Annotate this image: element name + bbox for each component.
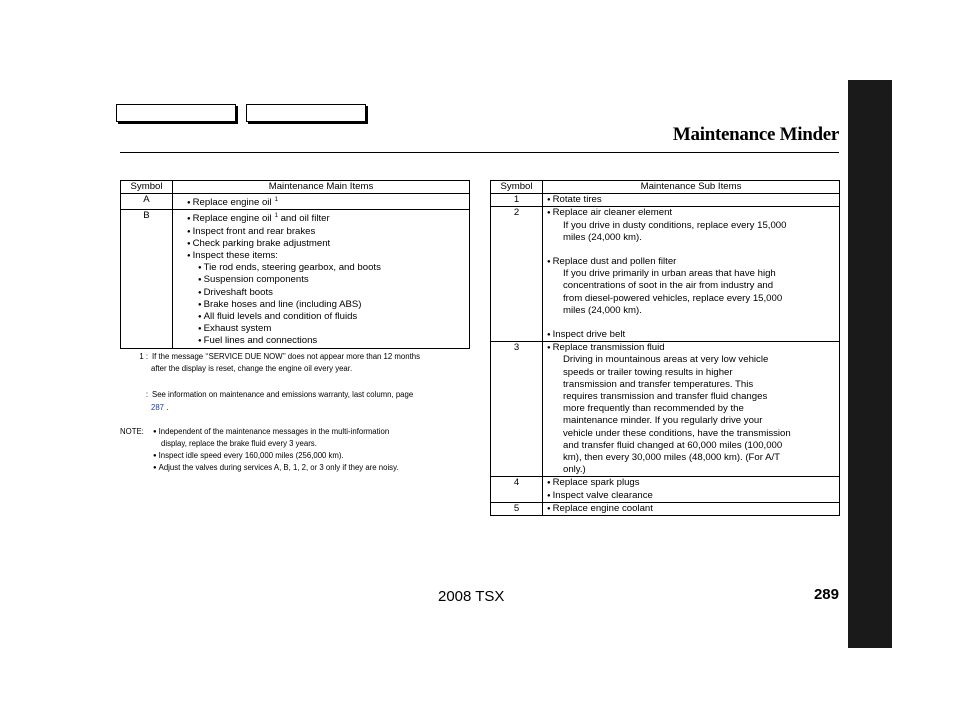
list-item: ● Replace engine oil $^1$ and oil filter xyxy=(177,210,465,225)
sub-list-item: ● Exhaust system xyxy=(177,323,465,335)
list-item: ● Inspect front and rear brakes xyxy=(177,226,465,238)
list-item: ● Inspect drive belt xyxy=(547,329,835,341)
column-header-main-items: Maintenance Main Items xyxy=(173,181,470,194)
note-label: NOTE: xyxy=(120,426,144,436)
row-symbol: 5 xyxy=(491,502,543,515)
sub-list-item: ● Brake hoses and line (including ABS) xyxy=(177,299,465,311)
main-items-table xyxy=(120,180,470,349)
row-symbol: A xyxy=(121,194,173,210)
sub-list-item: ● Tie rod ends, steering gearbox, and boots xyxy=(177,262,465,274)
item-detail: requires transmission and transfer fluid changes xyxy=(563,391,768,403)
table-row xyxy=(121,194,470,210)
list-item: ● Check parking brake adjustment xyxy=(177,238,465,250)
list-item: ● Replace transmission fluid xyxy=(547,342,835,354)
sub-list-item: ● Suspension components xyxy=(177,274,465,286)
page-link[interactable]: 287 xyxy=(151,402,165,412)
page-title: Maintenance Minder xyxy=(672,124,839,145)
footnote-1: 1 : If the message ‘‘SERVICE DUE NOW’’ does not appear more than 12 months xyxy=(139,352,420,361)
list-item: ● Replace dust and pollen filter xyxy=(547,256,835,268)
item-detail: km), then every 30,000 miles (48,000 km). (For A/T xyxy=(563,452,781,464)
row-symbol: 3 xyxy=(491,342,543,477)
table-row xyxy=(491,342,840,477)
item-detail: more frequently than recommended by the xyxy=(563,403,744,415)
item-detail: transmission and transfer temperatures. This xyxy=(563,378,754,390)
sub-list-item: ● Fuel lines and connections xyxy=(177,335,465,347)
column-header-symbol: Symbol xyxy=(491,181,543,194)
list-item: ● Rotate tires xyxy=(547,194,835,206)
footnote-marker: 1 xyxy=(274,213,278,220)
table-row xyxy=(121,210,470,348)
item-detail: speeds or trailer towing results in higher xyxy=(563,366,733,378)
footnotes xyxy=(120,351,480,475)
row-symbol: 2 xyxy=(491,207,543,342)
item-detail: and transfer fluid changed at 60,000 miles (100,000 xyxy=(563,439,783,451)
footnote-2-cont: 287 . xyxy=(151,402,169,412)
header-tab-box xyxy=(246,104,366,122)
page-number: 289 xyxy=(813,586,839,603)
list-item: ● Replace engine coolant xyxy=(547,503,835,515)
item-detail: vehicle under these conditions, have the transmission xyxy=(563,427,791,439)
sub-list-item: ● Driveshaft boots xyxy=(177,287,465,299)
footnote-1-cont: after the display is reset, change the engine oil every year. xyxy=(151,364,353,374)
column-header-sub-items: Maintenance Sub Items xyxy=(543,181,840,194)
row-items xyxy=(173,194,470,210)
row-symbol: 1 xyxy=(491,194,543,207)
note-item: ● Inspect idle speed every 160,000 miles (256,000 km). xyxy=(120,450,480,462)
chapter-side-tab xyxy=(848,80,892,648)
header-tab-box xyxy=(116,104,236,122)
item-detail: from diesel-powered vehicles, replace every 15,000 xyxy=(563,292,783,304)
row-symbol: 4 xyxy=(491,477,543,502)
list-item: ● Replace engine oil $^1$ xyxy=(177,194,465,209)
column-header-symbol: Symbol xyxy=(121,181,173,194)
title-divider xyxy=(120,152,839,153)
item-detail: If you drive in dusty conditions, replace every 15,000 xyxy=(563,219,787,231)
sub-list-item: ● All fluid levels and condition of fluids xyxy=(177,311,465,323)
table-row xyxy=(491,502,840,515)
note-item: ● Adjust the valves during services A, B, 1, 2, or 3 only if they are noisy. xyxy=(120,462,480,474)
footnote-marker: 1 xyxy=(274,197,278,204)
table-row xyxy=(491,194,840,207)
item-detail: If you drive primarily in urban areas that have high xyxy=(563,268,776,280)
footnote-2: : See information on maintenance and emissions warranty, last column, page xyxy=(145,390,414,400)
table-row xyxy=(491,207,840,342)
sub-items-table xyxy=(490,180,840,516)
table-row xyxy=(491,477,840,502)
item-detail: miles (24,000 km). xyxy=(563,231,642,243)
model-label: 2008 TSX xyxy=(438,588,505,605)
list-item: ● Inspect these items: xyxy=(177,250,465,262)
row-items xyxy=(173,210,470,348)
item-detail: Driving in mountainous areas at very low vehicle xyxy=(563,354,769,366)
list-item: ● Replace air cleaner element xyxy=(547,207,835,219)
list-item: ● Inspect valve clearance xyxy=(547,490,835,502)
item-detail: only.) xyxy=(563,464,586,476)
row-symbol: B xyxy=(121,210,173,348)
item-detail: miles (24,000 km). xyxy=(563,304,642,316)
list-item: ● Replace spark plugs xyxy=(547,477,835,489)
item-detail: concentrations of soot in the air from industry and xyxy=(563,280,774,292)
note-item-cont: display, replace the brake fluid every 3 years. xyxy=(161,439,317,449)
note-item: NOTE:● Independent of the maintenance messages in the multi-information xyxy=(120,426,480,438)
item-detail: maintenance minder. If you regularly drive your xyxy=(563,415,763,427)
